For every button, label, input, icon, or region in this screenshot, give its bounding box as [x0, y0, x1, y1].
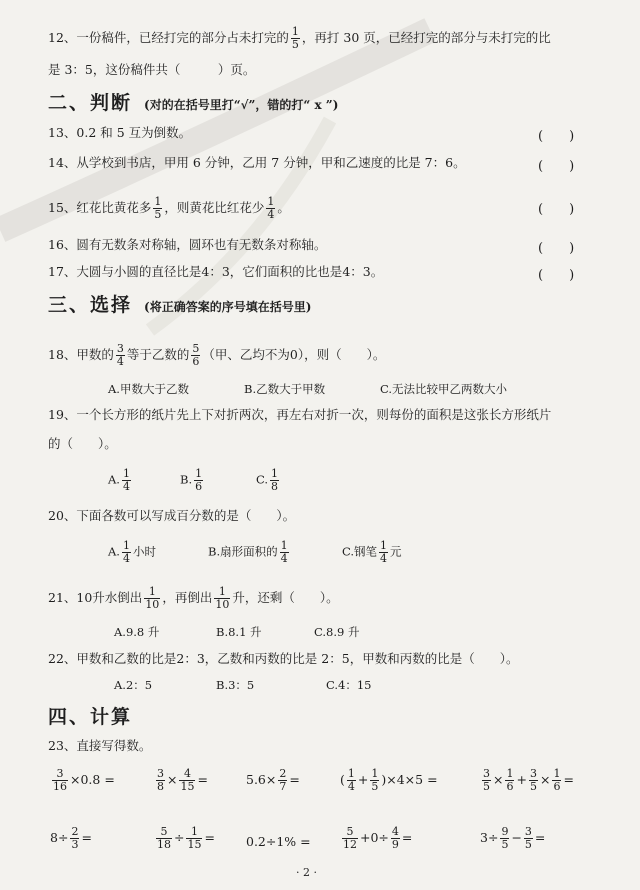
fraction: $\frac{1}{6}$	[506, 767, 514, 793]
q14-answer-paren[interactable]: ( )	[538, 159, 575, 174]
fraction: $\frac{4}{15}$	[180, 767, 195, 793]
q22-option-c[interactable]: C.4：15	[326, 678, 372, 692]
q20-option-b[interactable]: B.扇形面积的 $\frac{1}{4}$	[208, 539, 288, 565]
fraction: $\frac{1}{8}$	[271, 467, 279, 493]
fraction: $\frac{3}{5}$	[483, 767, 490, 793]
fraction: $\frac{4}{9}$	[391, 825, 399, 851]
fraction: $\frac{1}{10}$	[215, 585, 230, 611]
calc-expr-5: $\frac{3}{5}$ × $\frac{1}{6}$ + $\frac{3}{5}$ × $\frac{1}{6}$ =	[483, 767, 574, 793]
fraction: $\frac{1}{5}$	[154, 195, 162, 221]
calc-expr-1: $\frac{3}{16}$ ×0.8 =	[53, 767, 115, 793]
q22-text: 22、甲数和乙数的比是2：3，乙数和丙数的比是 2：5，甲数和丙数的比是（ ）。	[48, 651, 519, 666]
q19-option-c[interactable]: C. $\frac{1}{8}$	[256, 467, 279, 493]
calc-expr-3: 5.6× $\frac{2}{7}$ =	[246, 767, 300, 793]
q12-line1: 12、一份稿件，已经打完的部分占未打完的 $\frac{1}{5}$ ，再打 30 页，已经打完的部分与未打完的比	[48, 25, 551, 51]
section-2-heading: 二、判断 (对的在括号里打“√”，错的打“ x ”)	[48, 92, 339, 114]
fraction: $\frac{2}{3}$	[71, 825, 79, 851]
q19-option-b[interactable]: B. $\frac{1}{6}$	[180, 467, 203, 493]
q22-option-a[interactable]: A.2：5	[114, 678, 153, 692]
fraction: $\frac{5}{12}$	[343, 825, 357, 851]
calc-expr-4: ( $\frac{1}{4}$ + $\frac{1}{5}$ )×4×5 =	[340, 767, 438, 793]
fraction: $\frac{1}{10}$	[145, 585, 160, 611]
q20-option-a[interactable]: A. $\frac{1}{4}$ 小时	[108, 539, 156, 565]
fraction: $\frac{1}{4}$	[122, 539, 130, 565]
calc-expr-9: $\frac{5}{12}$ +0÷ $\frac{4}{9}$ =	[343, 825, 413, 851]
fraction: $\frac{1}{5}$	[371, 767, 379, 793]
fraction: $\frac{3}{8}$	[157, 767, 164, 793]
q23-text: 23、直接写得数。	[48, 738, 152, 753]
q14-text: 14、从学校到书店，甲用 6 分钟，乙用 7 分钟，甲和乙速度的比是 7：6。	[48, 155, 466, 170]
calc-expr-8: 0.2÷1% =	[246, 834, 311, 849]
fraction: $\frac{1}{4}$	[280, 539, 288, 565]
q16-text: 16、圆有无数条对称轴，圆环也有无数条对称轴。	[48, 237, 327, 252]
q18-option-c[interactable]: C.无法比较甲乙两数大小	[380, 382, 508, 396]
fraction: $\frac{1}{6}$	[195, 467, 203, 493]
calc-expr-7: $\frac{5}{18}$ ÷ $\frac{1}{15}$ =	[157, 825, 215, 851]
fraction: $\frac{1}{4}$	[122, 467, 130, 493]
q22-option-b[interactable]: B.3：5	[216, 678, 255, 692]
section-4-heading: 四、计算	[48, 706, 133, 728]
q21-option-b[interactable]: B.8.1 升	[216, 625, 262, 639]
fraction: $\frac{2}{7}$	[279, 767, 287, 793]
calc-expr-10: 3÷ $\frac{9}{5}$ − $\frac{3}{5}$ =	[480, 825, 546, 851]
q16-answer-paren[interactable]: ( )	[538, 241, 575, 256]
q21-option-a[interactable]: A.9.8 升	[114, 625, 160, 639]
q18-option-a[interactable]: A.甲数大于乙数	[108, 382, 189, 396]
calc-expr-6: 8÷ $\frac{2}{3}$ =	[50, 825, 92, 851]
calc-expr-2: $\frac{3}{8}$ × $\frac{4}{15}$ =	[157, 767, 208, 793]
fraction: $\frac{3}{5}$	[524, 825, 532, 851]
fraction: $\frac{5}{6}$	[192, 342, 200, 368]
page-number: · 2 ·	[296, 866, 317, 879]
q19-line1: 19、一个长方形的纸片先上下对折两次，再左右对折一次，则每份的面积是这张长方形纸片	[48, 407, 552, 422]
q19-option-a[interactable]: A. $\frac{1}{4}$	[108, 467, 130, 493]
q15-answer-paren[interactable]: ( )	[538, 202, 575, 217]
fraction: $\frac{1}{4}$	[267, 195, 275, 221]
fraction: $\frac{1}{4}$	[347, 767, 355, 793]
q20-option-c[interactable]: C.钢笔 $\frac{1}{4}$ 元	[342, 539, 402, 565]
q13-answer-paren[interactable]: ( )	[538, 129, 575, 144]
fraction: $\frac{5}{18}$	[157, 825, 171, 851]
q21-text: 21、10升水倒出 $\frac{1}{10}$ ，再倒出 $\frac{1}{10}$ 升，还剩（ ）。	[48, 585, 339, 611]
q17-text: 17、大圆与小圆的直径比是4：3，它们面积的比也是4：3。	[48, 264, 384, 279]
fraction: $\frac{1}{15}$	[187, 825, 202, 851]
fraction: $\frac{1}{4}$	[380, 539, 388, 565]
q13-text: 13、0.2 和 5 互为倒数。	[48, 125, 192, 140]
fraction: $\frac{3}{16}$	[53, 767, 67, 793]
fraction: $\frac{3}{4}$	[116, 342, 124, 368]
section-3-heading: 三、选择 (将正确答案的序号填在括号里)	[48, 294, 312, 316]
q12-line2: 是 3：5，这份稿件共（ ）页。	[48, 62, 256, 77]
q21-option-c[interactable]: C.8.9 升	[314, 625, 360, 639]
q17-answer-paren[interactable]: ( )	[538, 268, 575, 283]
q20-text: 20、下面各数可以写成百分数的是（ ）。	[48, 508, 296, 523]
fraction: $\frac{1}{6}$	[553, 767, 561, 793]
fraction: $\frac{1}{5}$	[291, 25, 299, 51]
q15-text: 15、红花比黄花多 $\frac{1}{5}$ ，则黄花比红花少 $\frac{1}{4}$ 。	[48, 195, 290, 221]
q19-line2: 的（ ）。	[48, 436, 117, 451]
fraction: $\frac{3}{5}$	[529, 767, 537, 793]
q18-option-b[interactable]: B.乙数大于甲数	[244, 382, 326, 396]
q18-text: 18、甲数的 $\frac{3}{4}$ 等于乙数的 $\frac{5}{6}$ （甲、乙均不为0），则（ ）。	[48, 342, 386, 368]
fraction: $\frac{9}{5}$	[501, 825, 509, 851]
